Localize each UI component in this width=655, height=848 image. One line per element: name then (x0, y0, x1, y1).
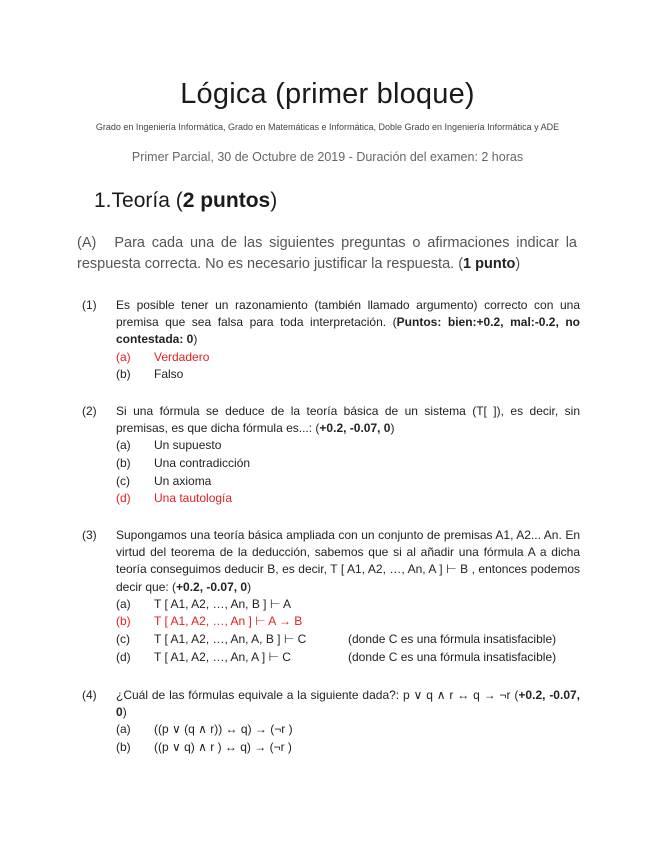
option-label: (b) (116, 367, 131, 382)
section-close: ) (270, 189, 278, 212)
answer-option-b[interactable] (116, 613, 580, 631)
option-label: (c) (116, 473, 130, 488)
option-text: Verdadero (154, 349, 210, 364)
option-text: T [ A1, A2, …, An, A ] ⊢ C (154, 649, 291, 664)
answer-option-b[interactable] (116, 739, 580, 757)
option-label: (a) (116, 349, 131, 364)
degree-subtitle: Grado en Ingeniería Informática, Grado en Matemáticas e Informática, Doble Grado en Ingeniería Informática y ADE (95, 122, 560, 132)
option-text: Falso (154, 367, 184, 382)
question-close: ) (193, 332, 198, 347)
question-number: (2) (82, 404, 97, 418)
answer-option-a[interactable] (116, 437, 580, 455)
question-statement: Si una fórmula se deduce de la teoría básica de un sistema (T[ ]), es decir, sin premisas, es que dicha fórmula es...: ( (116, 404, 580, 436)
option-text: Un supuesto (154, 438, 222, 453)
option-label: (b) (116, 740, 131, 754)
question-text (116, 687, 580, 721)
part-text: Para cada una de las siguientes preguntas o afirmaciones indicar la respuesta correcta. No es necesario justificar la respuesta. ( (77, 235, 577, 272)
question-scoring: +0.2, -0.07, 0 (319, 421, 391, 436)
question-close: ) (390, 421, 395, 436)
option-label: (a) (116, 722, 131, 737)
option-text: Una tautología (154, 491, 233, 506)
answer-option-a[interactable] (116, 721, 580, 739)
option-label: (b) (116, 614, 131, 629)
option-label: (b) (116, 456, 131, 470)
option-note: (donde C es una fórmula insatisfacible) (348, 649, 557, 664)
option-text: Una contradicción (154, 456, 251, 470)
question-scoring: Puntos: bien:+0.2, mal:-0.2, no contestada: 0 (116, 315, 580, 347)
question-scoring: +0.2, -0.07, 0 (176, 579, 248, 594)
question-text (116, 297, 580, 349)
question-close: ) (122, 705, 127, 720)
question-number: (4) (82, 688, 97, 702)
question-text (116, 403, 580, 437)
question-number: (3) (82, 528, 97, 542)
option-text: ((p ∨ q) ∧ r ) ↔ q) → (¬r ) (154, 740, 292, 754)
page-title: Lógica (primer bloque) (180, 78, 475, 110)
question-text (116, 527, 580, 596)
option-label: (c) (116, 632, 130, 646)
section-points: 2 puntos (182, 189, 271, 212)
section-heading (94, 189, 277, 213)
question-statement: Es posible tener un razonamiento (también llamado argumento) correcto con una premisa que sea falsa para toda interpretación. ( (116, 298, 580, 330)
option-text: T [ A1, A2, …, An, B ] ⊢ A (154, 596, 291, 611)
option-text: ((p ∨ (q ∧ r)) ↔ q) → (¬r ) (154, 722, 293, 737)
option-label: (a) (116, 438, 131, 453)
part-intro (77, 233, 577, 275)
option-label: (d) (116, 491, 131, 506)
question-2 (82, 403, 580, 508)
answer-option-b[interactable] (116, 455, 580, 473)
question-4 (82, 687, 580, 757)
answer-option-a[interactable] (116, 349, 580, 367)
question-3 (82, 527, 580, 666)
answer-option-d[interactable] (116, 490, 580, 508)
option-label: (a) (116, 596, 131, 611)
question-statement: ¿Cuál de las fórmulas equivale a la siguiente dada?: p ∨ q ∧ r ↔ q → ¬r ( (116, 688, 519, 702)
answer-option-a[interactable] (116, 596, 580, 614)
option-text: Un axioma (154, 473, 212, 488)
answer-option-d[interactable] (116, 649, 580, 667)
section-number: 1. (94, 189, 112, 212)
question-close: ) (247, 579, 252, 594)
question-statement: Supongamos una teoría básica ampliada con un conjunto de premisas A1, A2... An. En virtud del teorema de la deducción, sabemos que si al añadir una fórmula A a dicha teoría conseguimos deducir B, es decir, T [ A1, A2, …, An, A ] ⊢ B , entonces podemos decir que: ( (116, 528, 580, 594)
section-name: Teoría ( (111, 189, 183, 212)
answer-option-c[interactable] (116, 631, 580, 649)
answer-option-b[interactable] (116, 366, 580, 384)
question-scoring: +0.2, -0.07, 0 (116, 688, 581, 720)
option-label: (d) (116, 649, 131, 664)
answer-option-c[interactable] (116, 473, 580, 491)
exam-info: Primer Parcial, 30 de Octubre de 2019 - Duración del examen: 2 horas (131, 150, 524, 164)
question-1 (82, 297, 580, 384)
part-points: 1 punto (463, 256, 516, 272)
option-text: T [ A1, A2, …, An ] ⊢ A → B (154, 614, 303, 629)
question-number: (1) (82, 298, 97, 312)
part-close: ) (515, 256, 521, 272)
option-text: T [ A1, A2, …, An, A, B ] ⊢ C (154, 632, 307, 646)
option-note: (donde C es una fórmula insatisfacible) (348, 632, 557, 646)
part-label: (A) (77, 235, 97, 251)
